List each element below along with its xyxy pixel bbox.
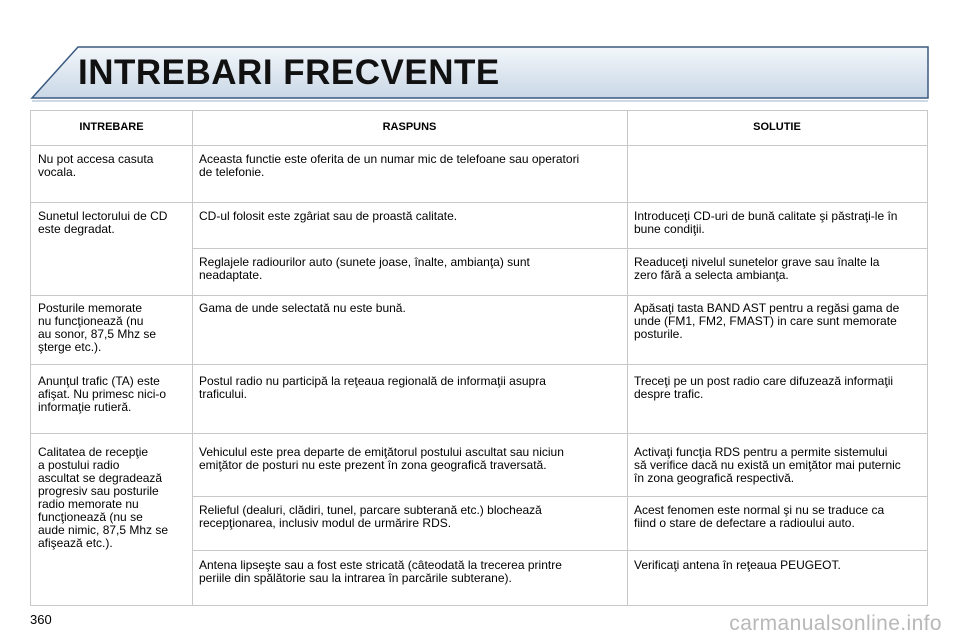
answer-cell: Aceasta functie este oferita de un numar mic de telefoane sau operatori de telefonie. — [199, 152, 580, 179]
answer-cell: Reglajele radiourilor auto (sunete joase, înalte, ambianţa) sunt neadaptate. — [199, 255, 530, 282]
solution-cell: Readuceţi nivelul sunetelor grave sau înalte la zero fără a selecta ambianţa. — [634, 255, 880, 282]
solution-cell: Verificaţi antena în reţeaua PEUGEOT. — [634, 558, 841, 572]
answer-cell: Postul radio nu participă la reţeaua regională de informaţii asupra traficului. — [199, 374, 546, 401]
faq-table — [30, 110, 928, 606]
header-raspuns: RASPUNS — [382, 121, 437, 133]
answer-cell: Antena lipseşte sau a fost este stricată (câteodată la trecerea printre periile din spălătorie sau la intrarea în parcările subterane). — [199, 558, 562, 585]
question-cell: Posturile memorate nu funcţionează (nu au sonor, 87,5 Mhz se şterge etc.). — [38, 301, 157, 354]
answer-cell: CD-ul folosit este zgâriat sau de proastă calitate. — [199, 209, 458, 223]
page-title: INTREBARI FRECVENTE — [78, 53, 500, 92]
solution-cell: Introduceţi CD-uri de bună calitate şi păstraţi-le în bune condiţii. — [634, 209, 898, 236]
row-divider — [31, 295, 927, 296]
page-number: 360 — [30, 612, 52, 627]
row-divider — [192, 550, 927, 551]
answer-cell: Relieful (dealuri, clădiri, tunel, parcare subterană etc.) blochează recepţionarea, inclusiv modul de urmărire RDS. — [199, 503, 542, 530]
question-cell: Calitatea de recepţie a postului radio ascultat se degradează progresiv sau posturile radio memorate nu funcţionează (nu se aude nimic, 87,5 Mhz se afişează etc.). — [38, 445, 169, 550]
solution-cell: Acest fenomen este normal şi nu se traduce ca fiind o stare de defectare a radioului auto. — [634, 503, 885, 530]
title-banner — [0, 0, 960, 110]
row-divider — [31, 433, 927, 434]
column-divider — [192, 111, 193, 605]
row-divider — [31, 364, 927, 365]
solution-cell: Apăsaţi tasta BAND AST pentru a regăsi gama de unde (FM1, FM2, FMAST) in care sunt memorate posturile. — [634, 301, 900, 341]
row-divider — [192, 496, 927, 497]
row-divider — [31, 202, 927, 203]
answer-cell: Vehiculul este prea departe de emiţătorul postului ascultat sau niciun emiţător de posturi nu este prezent în zona geografică traversată. — [199, 445, 564, 472]
header-solutie: SOLUTIE — [753, 121, 801, 133]
row-divider — [192, 248, 927, 249]
watermark: carmanualsonline.info — [729, 612, 942, 635]
column-divider — [627, 111, 628, 605]
question-cell: Nu pot accesa casuta vocala. — [38, 152, 154, 179]
answer-cell: Gama de unde selectată nu este bună. — [199, 301, 406, 315]
header-intrebare: INTREBARE — [79, 121, 144, 133]
question-cell: Sunetul lectorului de CD este degradat. — [38, 209, 168, 236]
solution-cell: Treceţi pe un post radio care difuzează informaţii despre trafic. — [634, 374, 894, 401]
question-cell: Anunţul trafic (TA) este afişat. Nu primesc nici-o informaţie rutieră. — [38, 374, 167, 414]
solution-cell: Activaţi funcţia RDS pentru a permite sistemului să verifice dacă nu există un emiţător mai puternic în zona geografică respectivă. — [634, 445, 901, 485]
row-divider — [31, 145, 927, 146]
